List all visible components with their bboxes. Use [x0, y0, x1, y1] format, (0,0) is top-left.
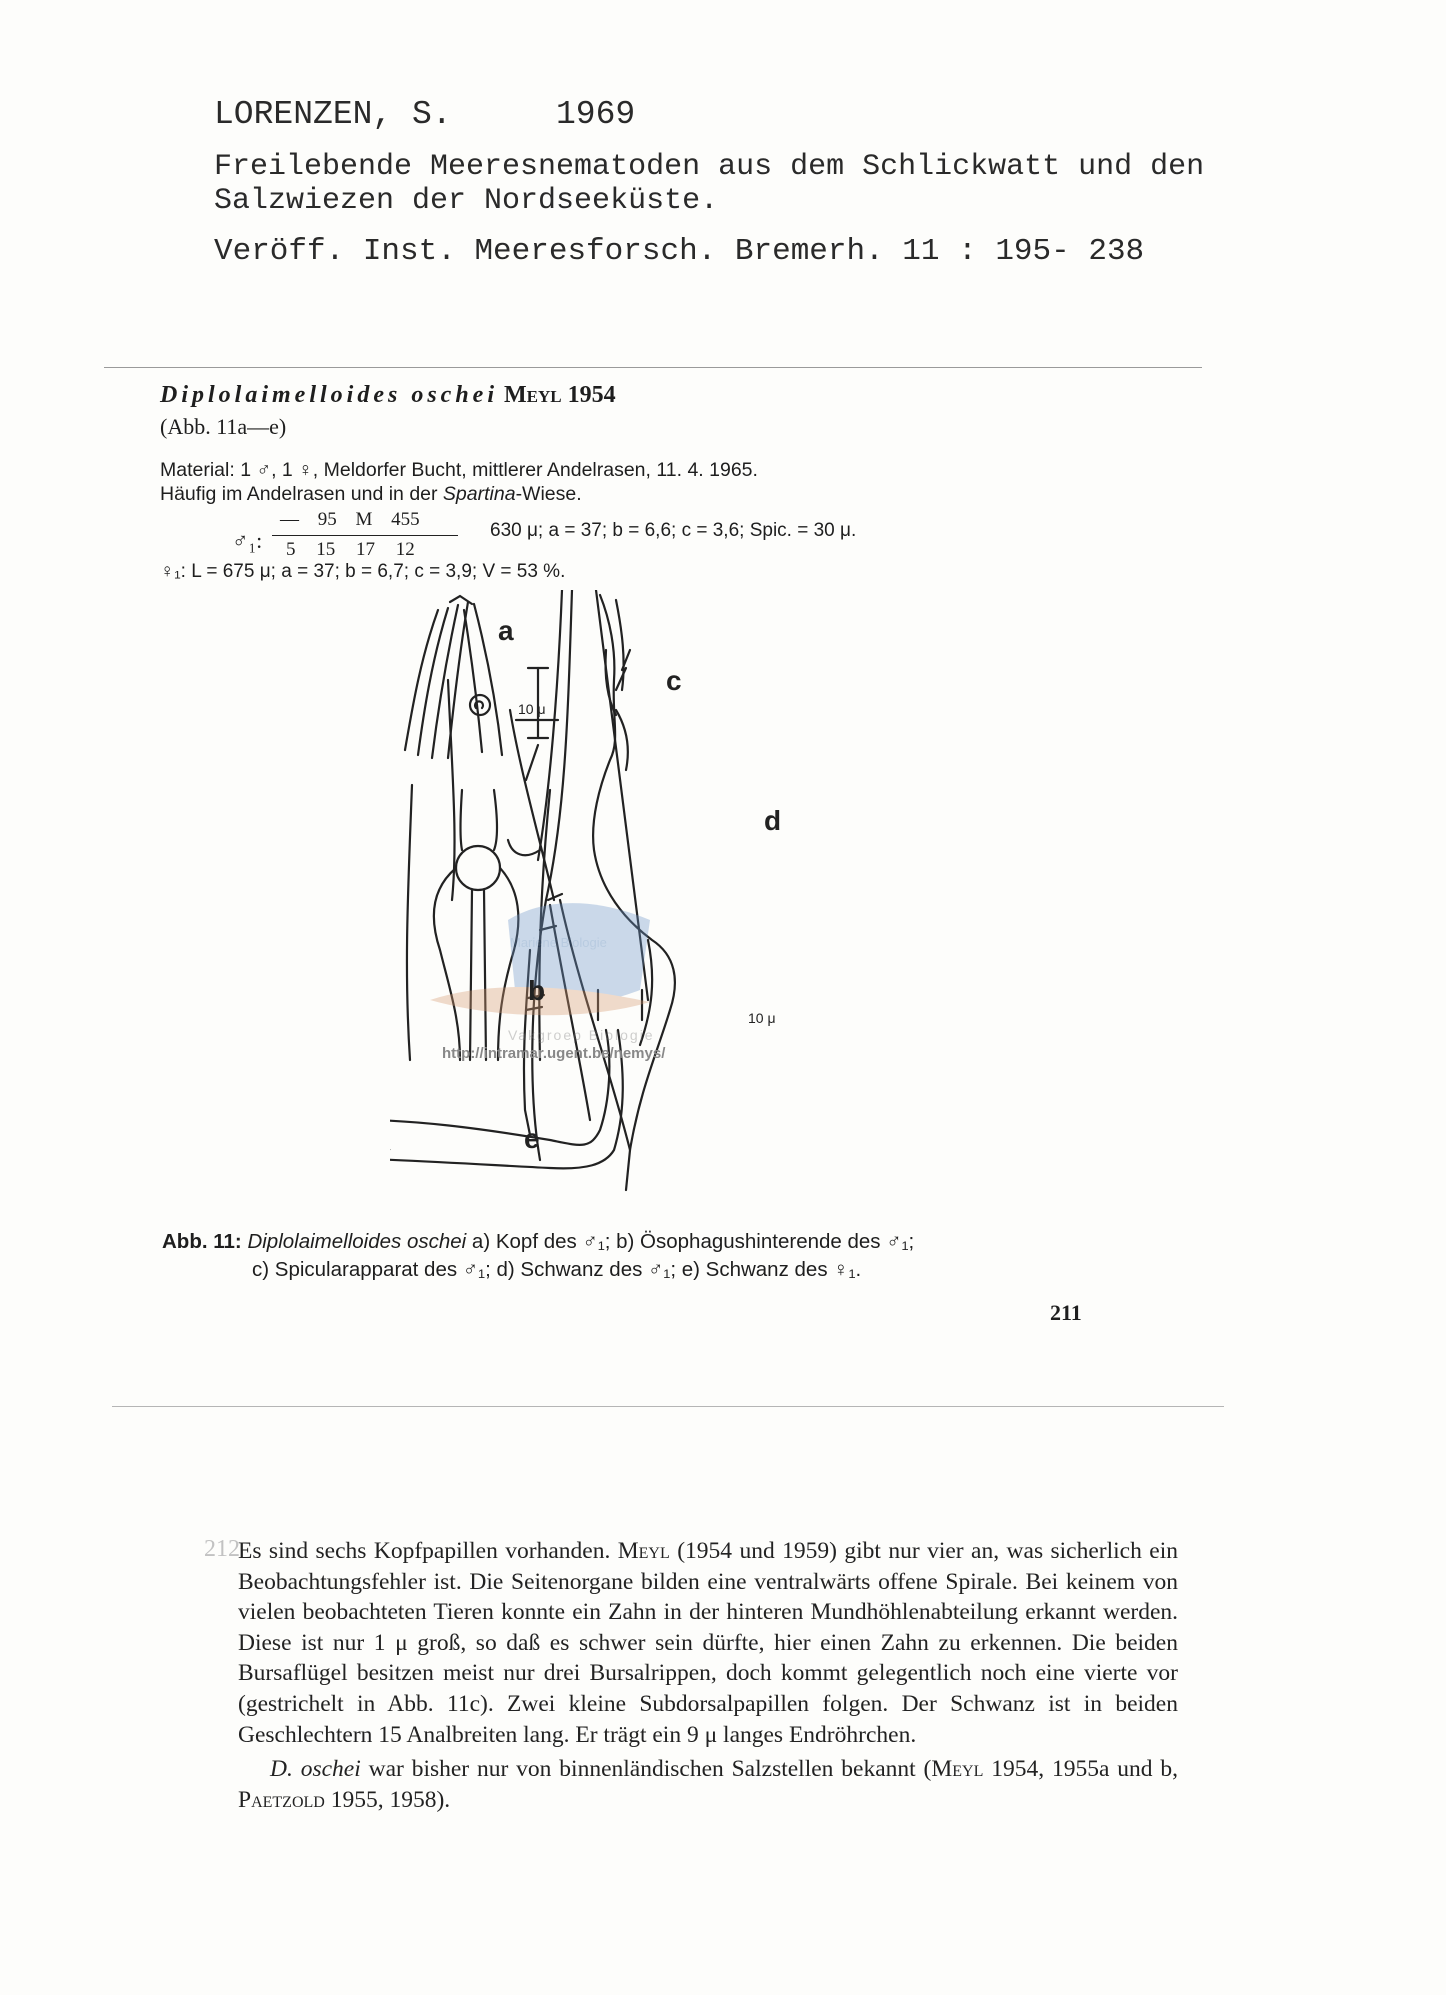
watermark-bottom: Vakgroep Biologie [508, 1027, 655, 1043]
scale-label-d: 10 μ [748, 1010, 776, 1026]
fraction-bar [272, 535, 458, 536]
caption-prefix: Abb. 11: [162, 1230, 248, 1253]
watermark-url: http://intramar.ugent.be/nemys/ [442, 1045, 666, 1062]
head-drawing [405, 596, 502, 758]
p2-species: D. oschei [270, 1756, 361, 1783]
figure-11-drawing [390, 590, 850, 1220]
citation-title-line2: Salzwiezen der Nordseeküste. [214, 184, 719, 218]
label-b: b [528, 975, 546, 1006]
male-measurements: 630 μ; a = 37; b = 6,6; c = 3,6; Spic. = 30 μ. [490, 520, 857, 541]
material-text-end: -Wiese. [515, 483, 582, 505]
material-line2 [160, 483, 582, 506]
label-a: a [498, 615, 514, 646]
species-heading [160, 382, 616, 409]
label-d: d [764, 805, 782, 836]
female-measurements: ♀₁: L = 675 μ; a = 37; b = 6,7; c = 3,9; V = 53 %. [160, 561, 566, 582]
p2-text-end: 1955, 1958). [324, 1786, 451, 1813]
p2-text: war bisher nur von binnenländischen Salzstellen bekannt ( [360, 1756, 932, 1783]
body-paragraph-2 [238, 1754, 1178, 1815]
p2-author-meyl: Meyl [931, 1756, 984, 1783]
label-c: c [666, 665, 682, 696]
p1-start: Es sind sechs Kopfpapillen vorhanden. [238, 1538, 618, 1564]
citation-author: LORENZEN, S. [214, 96, 452, 133]
caption-text: a) Kopf des ♂₁; b) Ösophagushinterende des ♂₁; [466, 1230, 915, 1253]
citation-journal: Veröff. Inst. Meeresforsch. Bremerh. 11 : 195- 238 [214, 234, 1145, 269]
body-text [238, 1536, 1178, 1815]
species-authority: Meyl 1954 [503, 382, 616, 408]
figure-reference: (Abb. 11a—e) [160, 414, 287, 439]
material-line1: Material: 1 ♂, 1 ♀, Meldorfer Bucht, mittlerer Andelrasen, 11. 4. 1965. [160, 459, 758, 481]
p1-author: Meyl [617, 1538, 670, 1564]
scale-label-a: 10 μ [518, 701, 546, 717]
body-paragraph-1 [238, 1536, 1178, 1750]
p2-text-mid: 1954, 1955a und b, [983, 1756, 1178, 1783]
formula-top: — 95 M 455 [280, 509, 420, 530]
watermark-top: Mariene Biologie [510, 935, 607, 950]
male-symbol: ♂₁: [232, 528, 263, 553]
citation-title-line1: Freilebende Meeresnematoden aus dem Schlickwatt und den [214, 150, 1205, 184]
species-name: Diplolaimelloides oschei [160, 382, 498, 408]
top-scan-edge [104, 367, 1202, 368]
p1-rest: (1954 und 1959) gibt nur vier an, was sicherlich ein Beobachtungsfehler ist. Die Seitenorgane bilden eine ventralwärts offene Spirale. Bei keinem von vielen beobachteten Tieren konnte ein Zahn in der hinteren Mundhöhlenabteilung erkannt werden. Diese ist nur 1 μ groß, so daß es schwer sein dürfte, hier einen Zahn zu erkennen. Die beiden Bursaflügel besitzen meist nur drei Bursalrippen, doch kommt gelegentlich noch eine vierte vor (gestrichelt in Abb. 11c). Zwei kleine Subdorsalpapillen folgen. Der Schwanz ist in beiden Geschlechtern 15 Analbreiten lang. Er trägt ein 9 μ langes Endröhrchen. [238, 1538, 1178, 1748]
citation-year: 1969 [556, 96, 636, 133]
figure-caption-line1 [162, 1230, 914, 1254]
p2-author-paetzold: Paetzold [238, 1786, 325, 1813]
label-e: e [524, 1123, 540, 1154]
male-tail-drawing [593, 590, 675, 1190]
formula-bottom: 5 15 17 12 [286, 539, 415, 560]
caption-species: Diplolaimelloides oschei [247, 1230, 467, 1253]
page-number: 211 [1050, 1300, 1082, 1325]
figure-caption-line2: c) Spicularapparat des ♂₁; d) Schwanz des ♂₁; e) Schwanz des ♀₁. [252, 1258, 862, 1281]
material-spartina: Spartina [442, 483, 516, 505]
watermark-logo [430, 903, 655, 1043]
margin-page-number: 212 [204, 1536, 240, 1562]
bottom-scan-edge [112, 1406, 1224, 1407]
material-text: Häufig im Andelrasen und in der [160, 483, 443, 505]
